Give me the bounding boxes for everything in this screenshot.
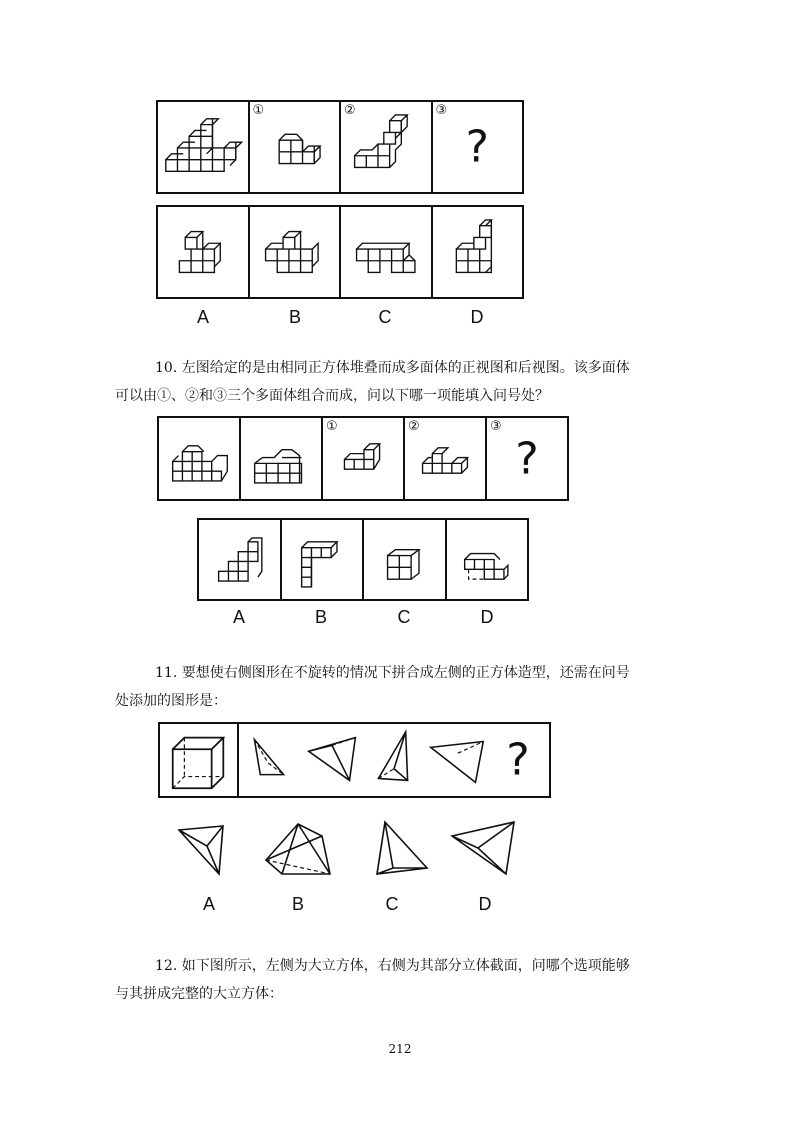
q11-piece-4 (425, 724, 487, 796)
q9-option-c[interactable] (341, 207, 433, 297)
option-c-figure (365, 818, 431, 882)
option-label-a: A (232, 607, 245, 627)
q11-piece-3 (363, 724, 425, 796)
option-label-c: C (397, 607, 411, 627)
cube-stack-figure (158, 102, 248, 192)
q11-cube-target (160, 724, 239, 796)
question-12-line-2: 与其拼成完整的大立方体： (115, 986, 283, 1002)
option-d-figure (448, 818, 520, 882)
q11-piece-2 (301, 724, 363, 796)
question-mark: ? (515, 433, 539, 484)
q10-option-c[interactable] (364, 520, 447, 599)
option-d-figure (433, 207, 523, 297)
question-11-line-2: 处添加的图形是： (115, 693, 227, 709)
option-label-c: C (378, 307, 392, 327)
question-12-line-1: 12. 如下图所示，左侧为大立方体，右侧为其部分立体截面，问哪个选项能够 (155, 958, 630, 974)
option-label-a: A (202, 894, 215, 914)
panel-number-3: ③ (490, 419, 502, 434)
panel-number-1: ① (326, 419, 338, 434)
question-11-text (115, 659, 690, 715)
option-c-figure (341, 207, 431, 297)
panel-number-1: ① (252, 103, 265, 118)
q10-part-3-unknown (487, 418, 567, 499)
q11-option-a[interactable] (173, 820, 233, 880)
q9-given-shape (158, 102, 250, 192)
option-b-figure (250, 207, 340, 297)
q9-option-d[interactable] (433, 207, 523, 297)
q10-question-panel (157, 416, 569, 501)
panel-number-3: ③ (435, 103, 448, 118)
option-label-b: B (314, 607, 327, 627)
option-label-d: D (470, 307, 484, 327)
q9-part-2 (341, 102, 433, 192)
q9-question-panel (156, 100, 524, 194)
q11-option-c[interactable] (365, 818, 431, 882)
q10-front-view (159, 418, 241, 499)
question-10-line-2: 可以由①、②和③三个多面体组合而成，问以下哪一项能填入问号处？ (115, 388, 549, 404)
back-view-figure (241, 418, 321, 499)
option-label-d: D (480, 607, 494, 627)
option-a-figure (173, 820, 233, 880)
option-c-figure (364, 520, 445, 599)
q11-option-b[interactable] (262, 818, 334, 882)
option-label-b: B (291, 894, 304, 914)
q10-back-view (241, 418, 323, 499)
option-label-b: B (288, 307, 301, 327)
front-view-figure (159, 418, 239, 499)
q11-option-d[interactable] (448, 818, 520, 882)
page-number: 212 (388, 1042, 412, 1056)
q9-option-a[interactable] (158, 207, 250, 297)
tetrahedron-piece-4 (425, 724, 487, 796)
q9-part-3-unknown (433, 102, 523, 192)
q10-option-a[interactable] (199, 520, 282, 599)
tetrahedron-piece-3 (363, 724, 425, 796)
option-d-figure (447, 520, 528, 599)
question-10-line-1: 10. 左图给定的是由相同正方体堆叠而成多面体的正视图和后视图。该多面体 (155, 360, 630, 376)
part-1-figure (323, 418, 403, 499)
q9-option-b[interactable] (250, 207, 342, 297)
q11-piece-1 (239, 724, 301, 796)
question-mark: ? (465, 121, 489, 173)
cube-figure (160, 724, 237, 796)
option-b-figure (262, 818, 334, 882)
q11-piece-unknown (487, 724, 549, 796)
panel-number-2: ② (344, 103, 356, 118)
tetrahedron-piece-1 (239, 724, 301, 796)
question-11-line-1: 11. 要想使右侧图形在不旋转的情况下拼合成左侧的正方体造型，还需在问号 (155, 665, 630, 681)
q9-part-1 (250, 102, 342, 192)
option-b-figure (282, 520, 363, 599)
q10-part-2 (405, 418, 487, 499)
question-10-text (115, 354, 690, 410)
q10-option-d[interactable] (447, 520, 528, 599)
part-2-figure (341, 102, 431, 192)
part-1-figure (250, 102, 340, 192)
panel-number-2: ② (408, 419, 420, 434)
q10-part-1 (323, 418, 405, 499)
option-a-figure (158, 207, 248, 297)
q10-option-b[interactable] (282, 520, 365, 599)
part-2-figure (405, 418, 485, 499)
option-label-d: D (478, 894, 492, 914)
option-label-c: C (385, 894, 399, 914)
question-12-text (115, 952, 690, 1008)
q11-question-panel (158, 722, 551, 798)
tetrahedron-piece-2 (301, 724, 363, 796)
option-a-figure (199, 520, 280, 599)
q9-options-panel (156, 205, 524, 299)
question-mark: ? (506, 734, 530, 786)
q10-options-panel (197, 518, 529, 601)
option-label-a: A (196, 307, 209, 327)
